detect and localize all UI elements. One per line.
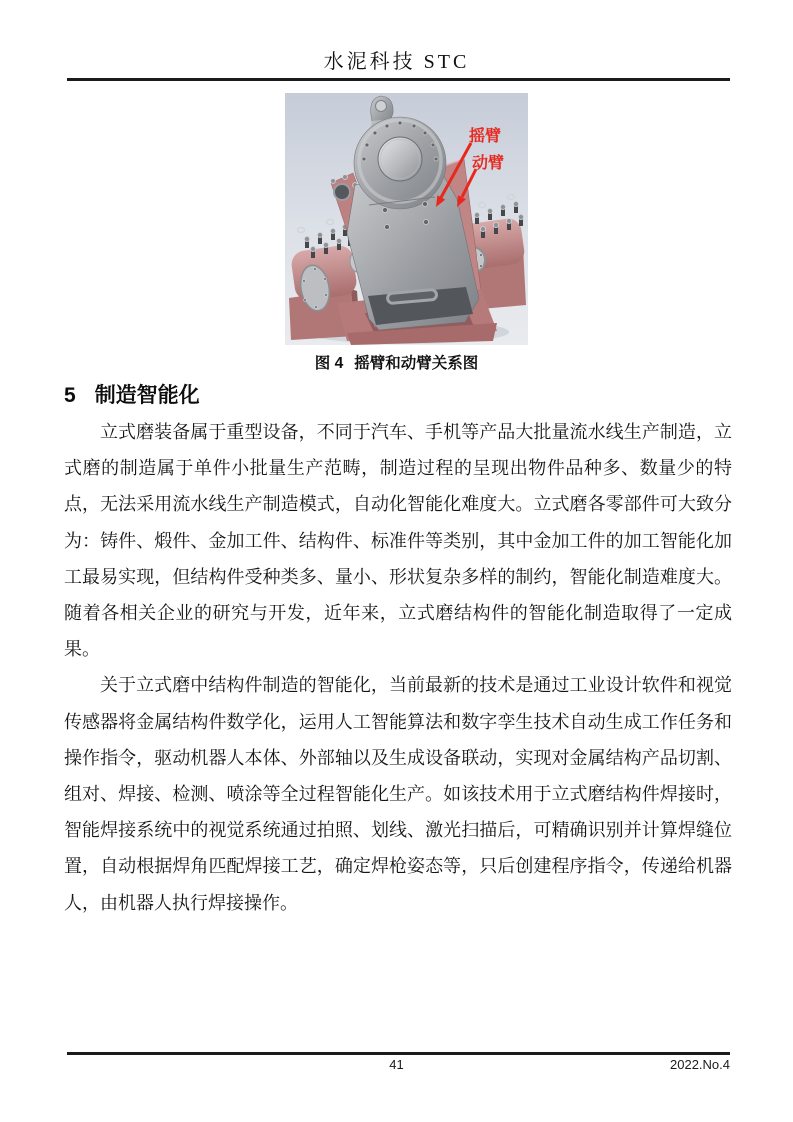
annotation-rocker-arm-label: 摇臂: [469, 128, 502, 145]
section-number: 5: [64, 384, 76, 407]
issue-label: 2022.No.4: [670, 1057, 730, 1072]
annotation-moving-arm-label: 动臂: [472, 155, 505, 172]
figure-caption-text: 摇臂和动臂关系图: [354, 355, 479, 372]
header-divider-line: [67, 78, 730, 81]
paragraph-1: 立式磨装备属于重型设备，不同于汽车、手机等产品大批量流水线生产制造，立式磨的制造属于单件小批量生产范畴，制造过程的呈现出物件品种多、数量少的特点，无法采用流水线生产制造模式，自动化智能化难度大。立式磨各零部件可大致分为：铸件、煅件、金加工件、结构件、标准件等类别，其中金加工件的加工智能化加工最易实现，但结构件受种类多、量小、形状复杂多样的制约，智能化制造难度大。随着各相关企业的研究与开发，近年来，立式磨结构件的智能化制造取得了一定成果。: [64, 422, 732, 660]
page-number: 41: [389, 1057, 404, 1072]
section-5-heading: [64, 379, 200, 409]
figure-caption-label: 图 4: [314, 355, 344, 372]
journal-header-title: 水泥科技 STC: [323, 51, 470, 73]
rocker-arm-bore-hole: [378, 137, 422, 181]
footer-divider-line: [67, 1052, 730, 1055]
section-title: 制造智能化: [94, 384, 200, 407]
figure-4-image: [285, 93, 528, 345]
paragraph-2: 关于立式磨中结构件制造的智能化，当前最新的技术是通过工业设计软件和视觉传感器将金属结构件数学化，运用人工智能算法和数字孪生技术自动生成工作任务和操作指令，驱动机器人本体、外部轴以及生成设备联动，实现对金属结构产品切割、组对、焊接、检测、喷涂等全过程智能化生产。如该技术用于立式磨结构件焊接时，智能焊接系统中的视觉系统通过拍照、划线、激光扫描后，可精确识别并计算焊缝位置，自动根据焊角匹配焊接工艺，确定焊枪姿态等，只后创建程序指令，传递给机器人，由机器人执行焊接操作。: [64, 675, 732, 913]
figure-4-caption: [0, 351, 793, 373]
cad-render-rocker-arm: [285, 93, 528, 345]
body-text-block: [64, 414, 732, 921]
